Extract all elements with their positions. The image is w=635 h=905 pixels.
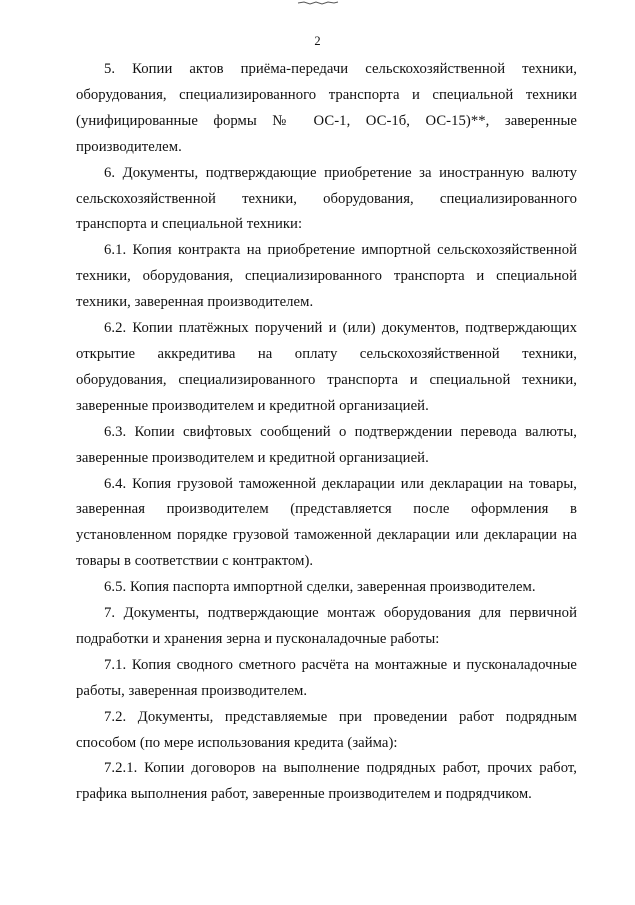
paragraph-item-6-3: 6.3. Копии свифтовых сообщений о подтверждении перевода валюты, заверенные производителем и кредитной организацией. [76,423,577,466]
paragraph-item-6-4: 6.4. Копия грузовой таможенной декларации или декларации на товары, заверенная производителем (представляется после оформления в установленном порядке грузовой таможенной декларации или декларации на товары в соответствии с контрактом). [76,475,577,570]
paragraph-item-7-1: 7.1. Копия сводного сметного расчёта на монтажные и пусконаладочные работы, заверенная производителем. [76,656,577,699]
paragraph-item-6-5: 6.5. Копия паспорта импортной сделки, заверенная производителем. [104,579,536,596]
page-number: 2 [314,34,321,48]
paragraph-item-7: 7. Документы, подтверждающие монтаж оборудования для первичной подработки и хранения зерна и пусконаладочные работы: [76,605,577,647]
scan-artifact [296,0,340,6]
paragraph-item-7-2-1: 7.2.1. Копии договоров на выполнение подрядных работ, прочих работ, графика выполнения работ, заверенные производителем и подрядчиком. [76,760,577,803]
paragraph-item-5: 5. Копии актов приёма-передачи сельскохозяйственной техники, оборудования, специализированного транспорта и специальной техники (унифицированные формы № ОС-1, ОС-1б, ОС-15)**, заверенные производителем. [76,61,577,155]
paragraph-item-6-1: 6.1. Копия контракта на приобретение импортной сельскохозяйственной техники, оборудования, специализированного транспорта и специальной техники, заверенная производителем. [76,242,577,311]
document-body [76,57,577,808]
paragraph-item-6: 6. Документы, подтверждающие приобретение за иностранную валюту сельскохозяйственной техники, оборудования, специализированного транспорта и специальной техники: [76,164,577,233]
paragraph-item-6-2: 6.2. Копии платёжных поручений и (или) документов, подтверждающих открытие аккредитива на оплату сельскохозяйственной техники, оборудования, специализированного транспорта и специальной техники, заверенные производителем и кредитной организацией. [76,320,577,414]
paragraph-item-7-2: 7.2. Документы, представляемые при проведении работ подрядным способом (по мере использования кредита (займа): [76,708,577,751]
